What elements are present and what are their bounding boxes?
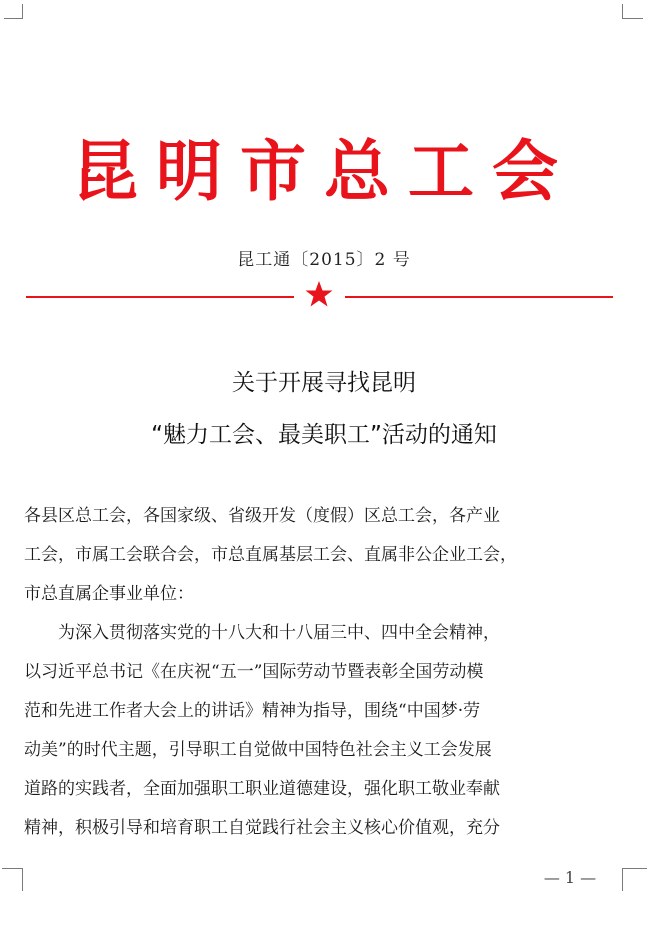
organization-title: 昆明市总工会: [72, 133, 576, 210]
body-line: 范和先进工作者大会上的讲话》精神为指导，围绕“中国梦·劳: [24, 701, 481, 721]
body-line: 工会，市属工会联合会，市总直属基层工会、直属非公企业工会，: [24, 545, 517, 565]
body-line: 以习近平总书记《在庆祝“五一”国际劳动节暨表彰全国劳动模: [24, 662, 484, 682]
body-line: 精神，积极引导和培育职工自觉践行社会主义核心价值观，充分: [24, 818, 500, 838]
body-line: 市总直属企事业单位：: [24, 584, 194, 604]
red-rule-left: [26, 296, 294, 298]
page-corner-mark-bottom-right: [622, 868, 647, 891]
red-rule-right: [345, 296, 613, 298]
page-number: — 1 —: [543, 868, 597, 887]
body-line: 各县区总工会，各国家级、省级开发（度假）区总工会，各产业: [24, 506, 500, 526]
body-line: 动美”的时代主题，引导职工自觉做中国特色社会主义工会发展: [24, 740, 492, 760]
notice-title-line-1: 关于开展寻找昆明: [232, 370, 416, 396]
notice-title-line-2: “魅力工会、最美职工”活动的通知: [151, 422, 497, 448]
body-line: 为深入贯彻落实党的十八大和十八届三中、四中全会精神，: [24, 623, 500, 643]
page-corner-mark-bottom-left: [2, 868, 23, 891]
page-corner-mark-top-right: [622, 4, 643, 19]
star-icon: [304, 279, 334, 309]
page-corner-mark-top-left: [4, 4, 23, 19]
body-line: 道路的实践者，全面加强职工职业道德建设，强化职工敬业奉献: [24, 779, 500, 799]
document-number: 昆工通〔2015〕2 号: [237, 250, 411, 270]
